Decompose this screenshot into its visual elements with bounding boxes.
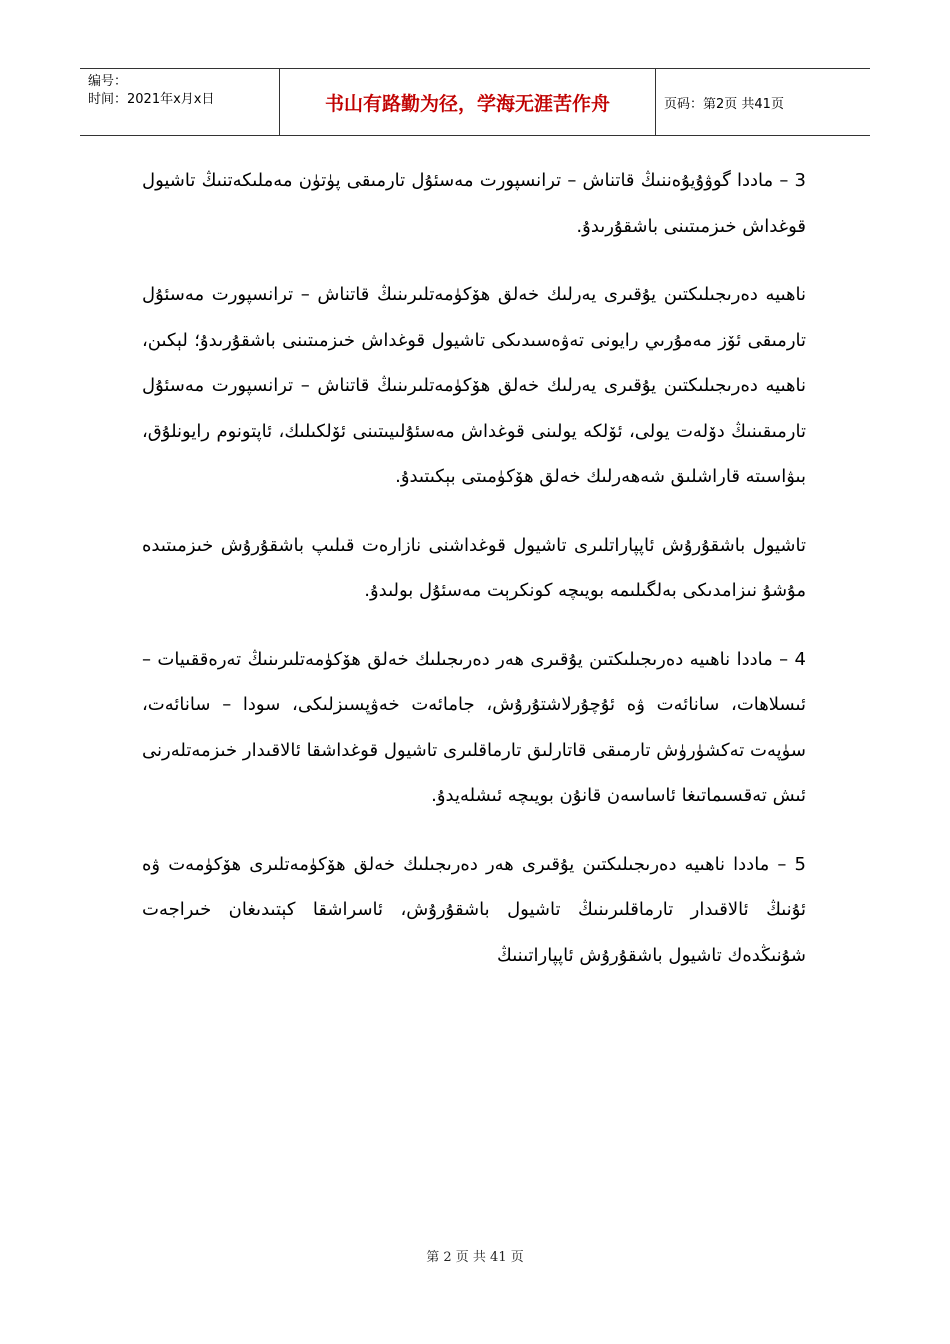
paragraph-article-4: 4 – ماددا ناھىيە دەرىجىلىكتىن يۇقىرى ھەر دەرىجىلىك خەلق ھۆكۈمەتلىرىنىڭ تەرەققىيات – ئىسلاھات، سانائەت ۋە ئۇچۇرلاشتۇرۇش، جامائەت خەۋپسىزلىكى، سودا – سانائەت، سۈپەت تەكشۈرۈش تارمىقى قاتارلىق تارماقلىرى تاشيول قوغداشقا ئالاقىدار خىزمەتلەرنى ئىش تەقسىماتىغا ئاساسەن قانۇن بويىچە ئىشلەيدۇ.: [142, 648, 806, 806]
page-header: [80, 68, 870, 136]
paragraph-article-3: 3 – ماددا گوۋۇيۇەننىڭ قاتناش – ترانسپورت مەسئۇل تارمىقى پۈتۈن مەملىكەتنىڭ تاشيول قوغداش خىزمىتىنى باشقۇرىدۇ.: [142, 170, 806, 237]
paragraph-article-5: 5 – ماددا ناھىيە دەرىجىلىكتىن يۇقىرى ھەر دەرىجىلىك خەلق ھۆكۈمەتلىرى ھۆكۈمەت ۋە ئۇنىڭ ئالاقىدار تارماقلىرىنىڭ تاشيول باشقۇرۇش، ئاسراشقا كېتىدىغان خىراجەت شۇنىڭدەك تاشيول باشقۇرۇش ئاپپاراتىنىڭ: [142, 853, 806, 966]
header-meta: [80, 69, 280, 135]
document-number-label: 编号：: [88, 74, 128, 89]
paragraph-county-level: ناھىيە دەرىجىلىكتىن يۇقىرى يەرلىك خەلق ھۆكۈمەتلىرىنىڭ قاتناش – ترانسپورت مەسئۇل تارمىقى ئۆز مەمۇرىي رايونى تەۋەسىدىكى تاشيول قوغداش خىزمىتىنى باشقۇرىدۇ؛ لېكىن، ناھىيە دەرىجىلىكتىن يۇقىرى يەرلىك خەلق ھۆكۈمەتلىرىنىڭ قاتناش – ترانسپورت مەسئۇل تارمىقىنىڭ دۆلەت يولى، ئۆلكە يولىنى قوغداش مەسئۇلىيىتىنى ئۆلكىلىك، ئاپتونوم رايونلۇق، بىۋاسىتە قاراشلىق شەھەرلىك خەلق ھۆكۈمىتى بېكىتىدۇ.: [142, 284, 806, 487]
page-footer: 第 2 页 共 41 页: [426, 1250, 524, 1265]
document-time-label: 时间：2021年x月x日: [88, 92, 215, 107]
paragraph-management-bodies: تاشيول باشقۇرۇش ئاپپاراتلىرى تاشيول قوغداشنى نازارەت قىلىپ باشقۇرۇش خىزمىتىدە مۇشۇ نىزامدىكى بەلگىلىمە بويىچە كونكرېت مەسئۇل بولىدۇ.: [142, 534, 806, 601]
document-body: [142, 158, 806, 1001]
header-motto: 书山有路勤为径，学海无涯苦作舟: [280, 69, 656, 135]
header-page-info: 页码：第2页 共41页: [664, 96, 784, 112]
